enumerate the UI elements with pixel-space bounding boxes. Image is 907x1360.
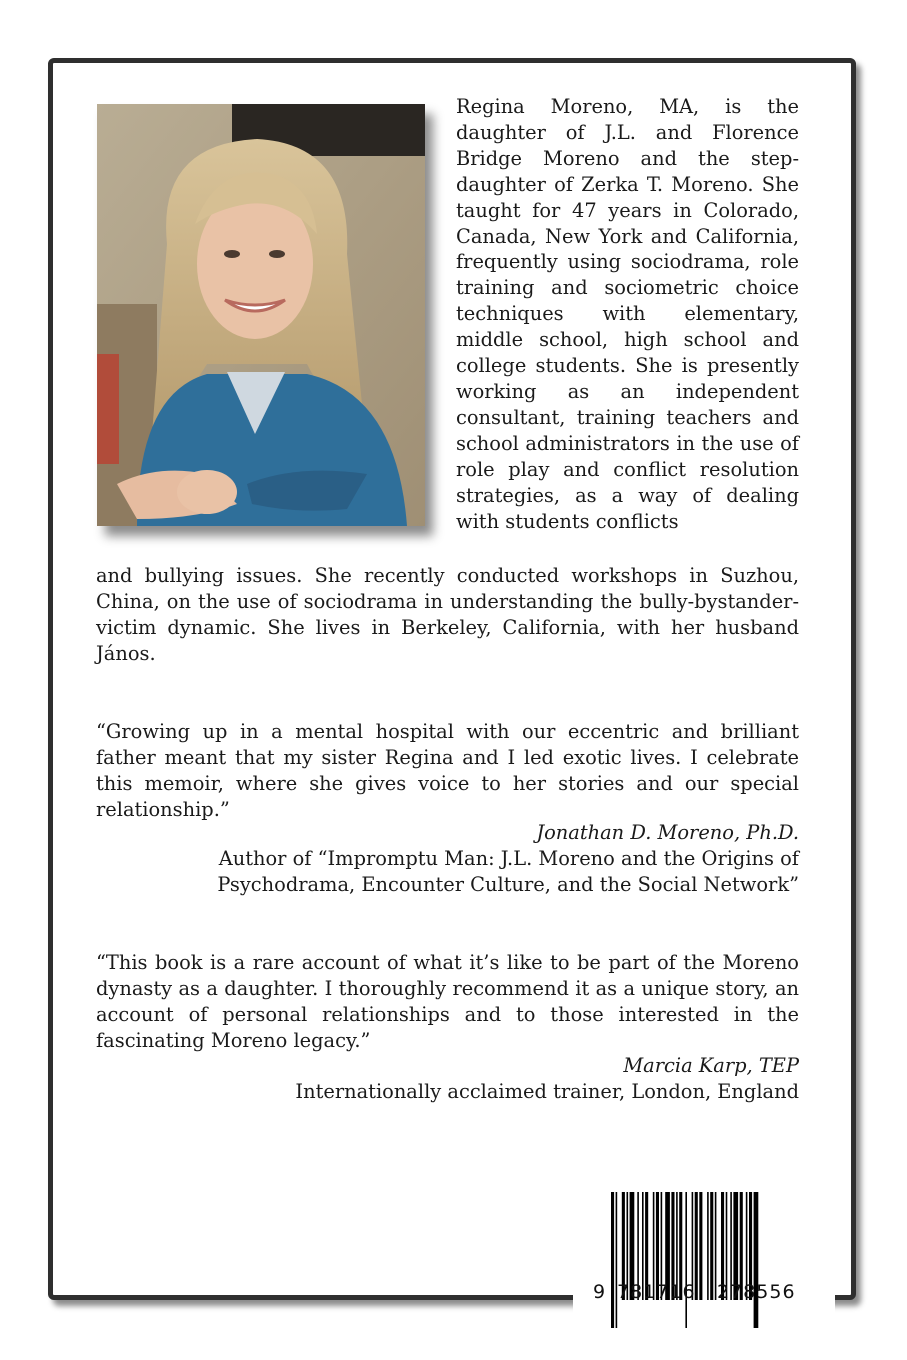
author-bio-column: Regina Moreno, MA, is the daughter of J.L. and Florence Bridge Moreno and the step-daughter of Zerka T. Moreno. She taught for 47 years in Colorado, Canada, New York and California, frequently using sociodrama, role training and sociometric choice techniques with elementary, middle school, high school and college students. She is presently working as an independent consultant, training teachers and school administrators in the use of role play and conflict resolution strategies, as a way of dealing with students conflicts	[456, 95, 799, 533]
barcode-group-1: 781716	[617, 1281, 696, 1303]
testimonial-author-2-role: Internationally acclaimed trainer, London, England	[295, 1080, 799, 1103]
barcode-bars	[573, 1180, 835, 1340]
barcode-prefix-digit: 9	[593, 1281, 607, 1303]
author-bio-continued: and bullying issues. She recently conducted workshops in Suzhou, China, on the use of sociodrama in understanding the bully-bystander-victim dynamic. She lives in Berkeley, California, with her husband János.	[96, 564, 799, 665]
author-photo	[97, 104, 425, 526]
barcode-bar	[616, 1192, 618, 1328]
author-portrait-illustration	[97, 104, 425, 526]
isbn-barcode	[573, 1180, 835, 1340]
testimonial-quote-2: “This book is a rare account of what it’s like to be part of the Moreno dynasty as a daughter. I thoroughly recommend it as a unique story, an account of personal relationships and to those interested in the fascinating Moreno legacy.”	[96, 951, 799, 1052]
barcode-bar	[754, 1192, 759, 1328]
testimonial-author-1-role: Author of “Impromptu Man: J.L. Moreno and the Origins of Psychodrama, Encounter Culture, and the Social Network”	[217, 847, 799, 896]
barcode-bar	[611, 1192, 614, 1328]
testimonial-author-1: Jonathan D. Moreno, Ph.D.	[536, 821, 799, 844]
barcode-bar	[699, 1192, 702, 1300]
barcode-bar	[710, 1192, 713, 1300]
barcode-group-2: 278556	[717, 1281, 796, 1303]
testimonial-author-2: Marcia Karp, TEP	[623, 1054, 799, 1077]
barcode-bar	[707, 1192, 709, 1300]
barcode-bar	[685, 1192, 687, 1328]
testimonial-quote-1: “Growing up in a mental hospital with our eccentric and brilliant father meant that my sister Regina and I led exotic lives. I celebrate this memoir, where she gives voice to her stories and our special relationship.”	[96, 720, 799, 821]
